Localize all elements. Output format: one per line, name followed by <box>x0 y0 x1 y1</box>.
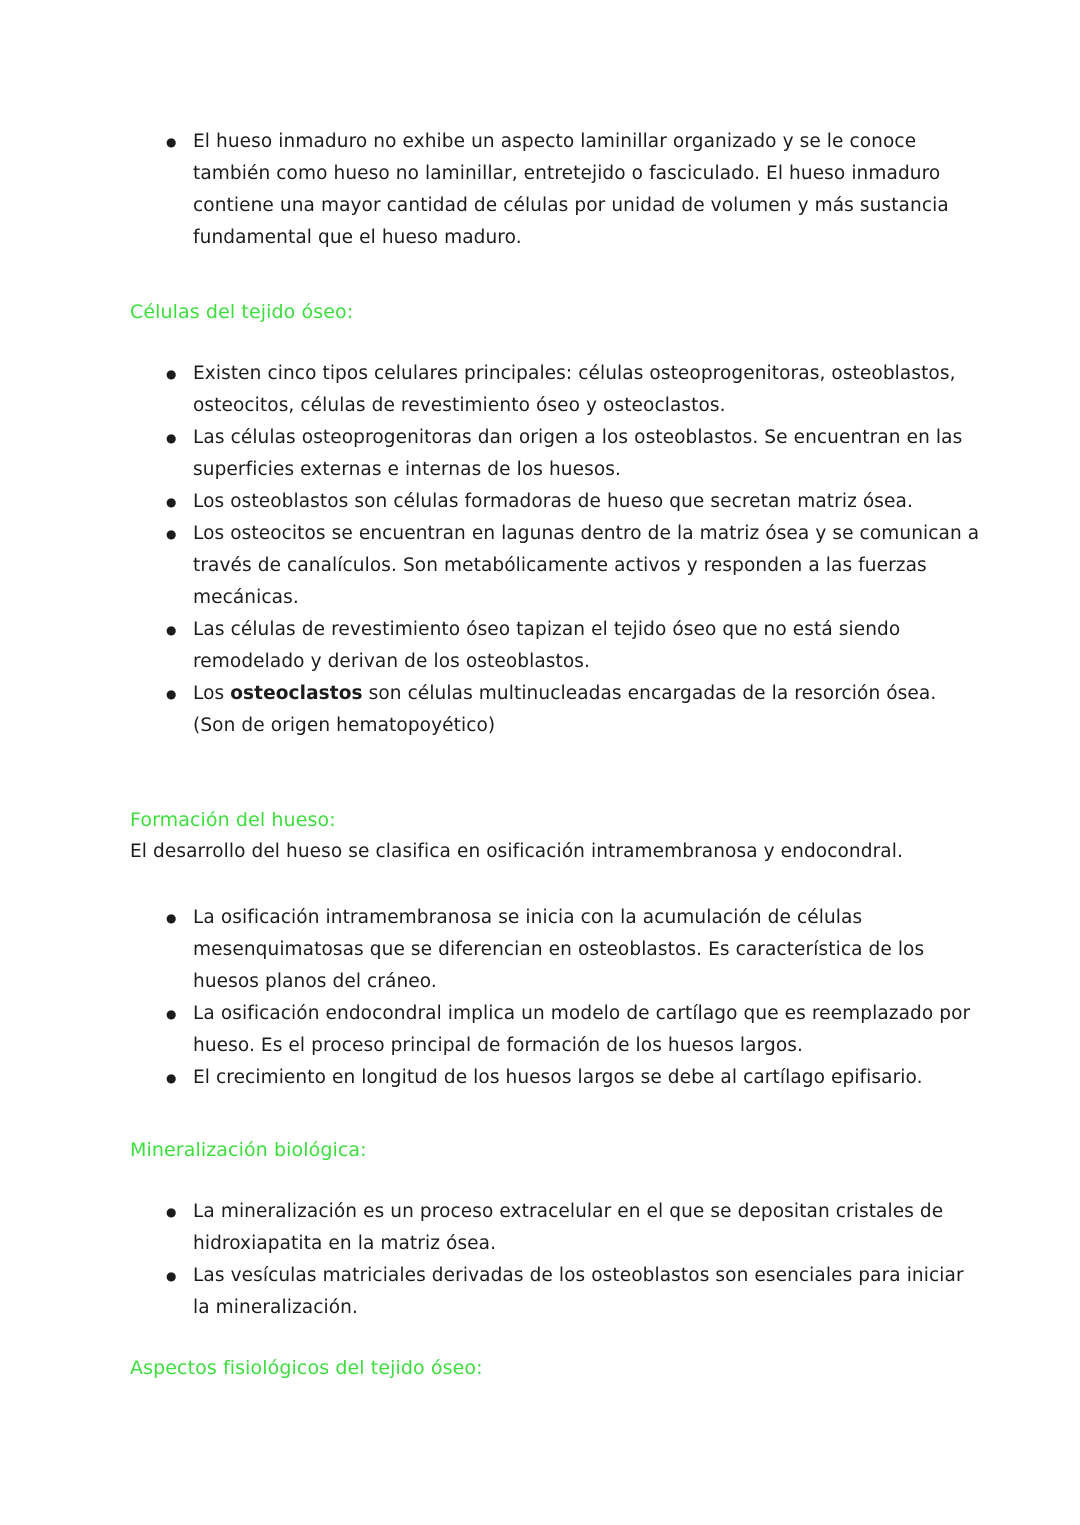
list-item: ● Existen cinco tipos celulares principales: células osteoprogenitoras, osteoblastos, osteocitos, células de revestimiento óseo y osteoclastos. <box>130 358 984 422</box>
list-item: ● Las vesículas matriciales derivadas de los osteoblastos son esenciales para iniciar la mineralización. <box>130 1260 984 1324</box>
bold-term: osteoclastos <box>230 683 363 704</box>
cells-bullet-list <box>130 358 984 742</box>
list-item-text: Los <box>193 683 231 704</box>
section-heading-mineralization: Mineralización biológica: <box>130 1139 367 1161</box>
list-item-text: son células multinucleadas encargadas de la resorción ósea. (Son de origen hematopoyético) <box>193 683 937 736</box>
formation-lead-paragraph: El desarrollo del hueso se clasifica en osificación intramembranosa y endocondral. <box>130 841 903 862</box>
list-item: ● El crecimiento en longitud de los huesos largos se debe al cartílago epifisario. <box>130 1062 984 1094</box>
list-item: ● La osificación endocondral implica un modelo de cartílago que es reemplazado por hueso. Es el proceso principal de formación de los huesos largos. <box>130 998 984 1062</box>
formation-bullet-list <box>130 902 984 1094</box>
section-heading-cells: Células del tejido óseo: <box>130 301 354 323</box>
list-item <box>130 678 984 742</box>
list-item: ● El hueso inmaduro no exhibe un aspecto laminillar organizado y se le conoce también como hueso no laminillar, entretejido o fasciculado. El hueso inmaduro contiene una mayor cantidad de células por unidad de volumen y más sustancia fundamental que el hueso maduro. <box>130 126 984 254</box>
section-heading-physiology: Aspectos fisiológicos del tejido óseo: <box>130 1357 483 1379</box>
list-item: ● La osificación intramembranosa se inicia con la acumulación de células mesenquimatosas que se diferencian en osteoblastos. Es característica de los huesos planos del cráneo. <box>130 902 984 998</box>
list-item: ● Los osteoblastos son células formadoras de hueso que secretan matriz ósea. <box>130 486 984 518</box>
intro-bullet-list <box>130 126 984 254</box>
list-item: ● Los osteocitos se encuentran en lagunas dentro de la matriz ósea y se comunican a través de canalículos. Son metabólicamente activos y responden a las fuerzas mecánicas. <box>130 518 984 614</box>
list-item: ● La mineralización es un proceso extracelular en el que se depositan cristales de hidroxiapatita en la matriz ósea. <box>130 1196 984 1260</box>
mineralization-bullet-list <box>130 1196 984 1324</box>
list-item: ● Las células osteoprogenitoras dan origen a los osteoblastos. Se encuentran en las superficies externas e internas de los huesos. <box>130 422 984 486</box>
document-body <box>130 126 984 1384</box>
section-heading-formation: Formación del hueso: <box>130 809 336 831</box>
list-item: ● Las células de revestimiento óseo tapizan el tejido óseo que no está siendo remodelado y derivan de los osteoblastos. <box>130 614 984 678</box>
